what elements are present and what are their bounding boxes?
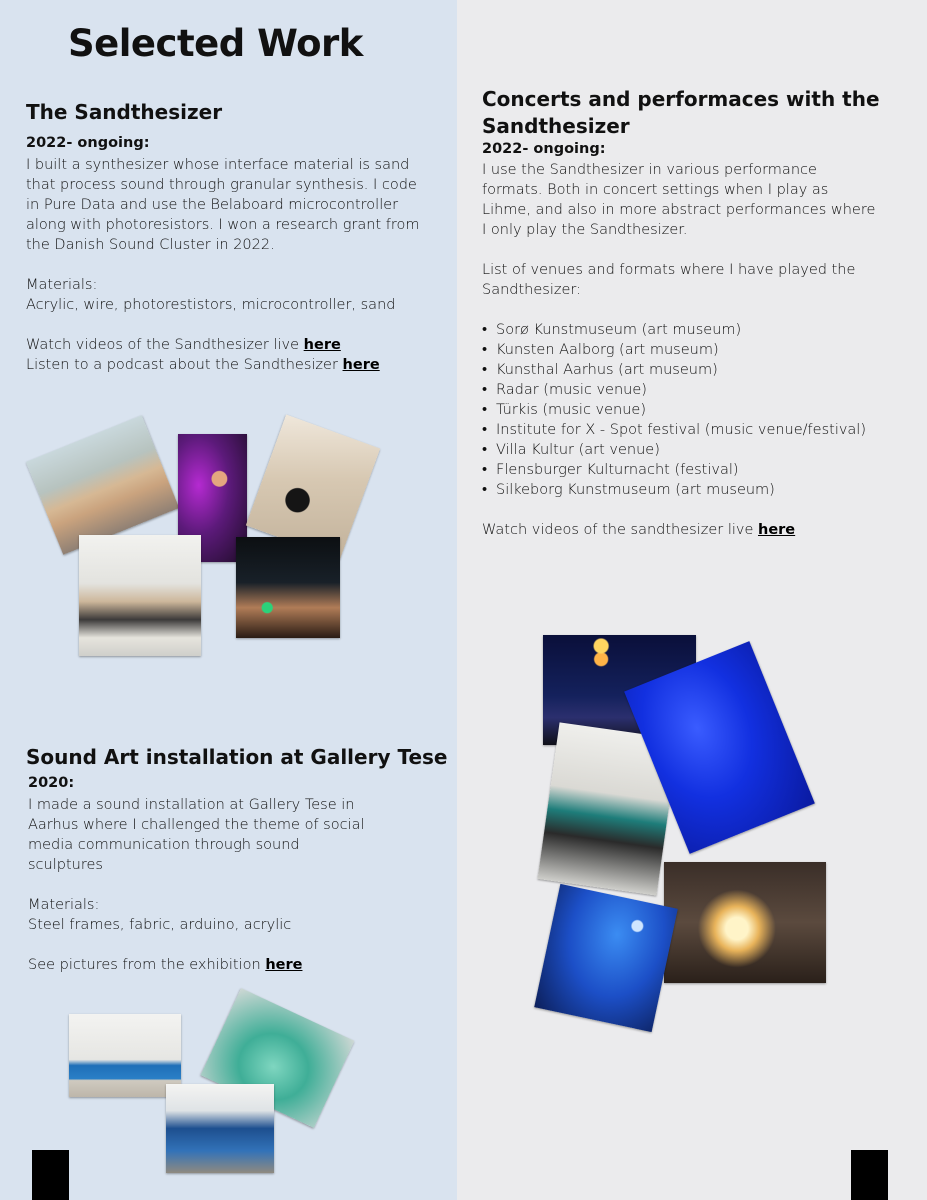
installation-period: 2020:: [28, 775, 75, 791]
venue-item: • Türkis (music venue): [482, 400, 877, 420]
concert-photo-4: [664, 862, 826, 983]
installation-text: [28, 795, 373, 975]
sandthesizer-text: [26, 155, 426, 375]
venue-item: • Sorø Kunstmuseum (art museum): [482, 320, 877, 340]
sandthesizer-podcast-line: [26, 355, 426, 375]
venue-item: • Villa Kultur (art venue): [482, 440, 877, 460]
installation-pictures-link[interactable]: here: [265, 957, 303, 973]
concerts-videos-link[interactable]: here: [758, 522, 796, 538]
concerts-period: 2022- ongoing:: [482, 141, 606, 157]
installation-pictures-text: See pictures from the exhibition: [28, 957, 266, 973]
installation-description: I made a sound installation at Gallery Tese in Aarhus where I challenged the theme of social media communication through sound sculptures: [28, 797, 365, 873]
venue-item: • Kunsten Aalborg (art museum): [482, 340, 877, 360]
installation-heading: Sound Art installation at Gallery Tese: [26, 745, 448, 769]
venue-item: • Flensburger Kulturnacht (festival): [482, 460, 877, 480]
sandthesizer-materials-label: Materials:: [26, 277, 98, 293]
sandthesizer-heading: The Sandthesizer: [26, 100, 223, 124]
concerts-videos-line: [482, 520, 877, 540]
concert-photo-5: [534, 884, 678, 1032]
sandthesizer-photo-4: [79, 535, 201, 656]
sandthesizer-photo-5: [236, 537, 340, 638]
venue-item: • Kunsthal Aarhus (art museum): [482, 360, 877, 380]
venue-item: • Silkeborg Kunstmuseum (art museum): [482, 480, 877, 500]
corner-mark-right: [851, 1150, 888, 1200]
installation-photo-1: [69, 1014, 181, 1097]
venue-item: • Radar (music venue): [482, 380, 877, 400]
installation-photo-3: [166, 1084, 274, 1173]
concerts-videos-text: Watch videos of the sandthesizer live: [482, 522, 758, 538]
venues-list: [482, 320, 877, 500]
sandthesizer-podcast-link[interactable]: here: [342, 357, 380, 373]
concerts-venues-intro: List of venues and formats where I have played the Sandthesizer:: [482, 262, 856, 298]
corner-mark-left: [32, 1150, 69, 1200]
venue-item: • Institute for X - Spot festival (music venue/festival): [482, 420, 877, 440]
concerts-heading: Concerts and performaces with the Sandthesizer: [482, 87, 880, 138]
sandthesizer-description: I built a synthesizer whose interface material is sand that process sound through granular synthesis. I code in Pure Data and use the Belaboard microcontroller along with photoresistors. I won a research grant from the Danish Sound Cluster in 2022.: [26, 157, 420, 253]
sandthesizer-videos-text: Watch videos of the Sandthesizer live: [26, 337, 304, 353]
page-title: Selected Work: [68, 22, 363, 65]
installation-pictures-line: [28, 955, 373, 975]
sandthesizer-podcast-text: Listen to a podcast about the Sandthesizer: [26, 357, 343, 373]
installation-materials-label: Materials:: [28, 897, 100, 913]
concerts-text: [482, 160, 877, 540]
sandthesizer-period: 2022- ongoing:: [26, 135, 150, 151]
installation-materials: Steel frames, fabric, arduino, acrylic: [28, 917, 292, 933]
concerts-description: I use the Sandthesizer in various performance formats. Both in concert settings when I play as Lihme, and also in more abstract performances where I only play the Sandthesizer.: [482, 162, 876, 238]
sandthesizer-videos-line: [26, 335, 426, 355]
sandthesizer-materials: Acrylic, wire, photorestistors, microcontroller, sand: [26, 297, 396, 313]
sandthesizer-videos-link[interactable]: here: [303, 337, 341, 353]
